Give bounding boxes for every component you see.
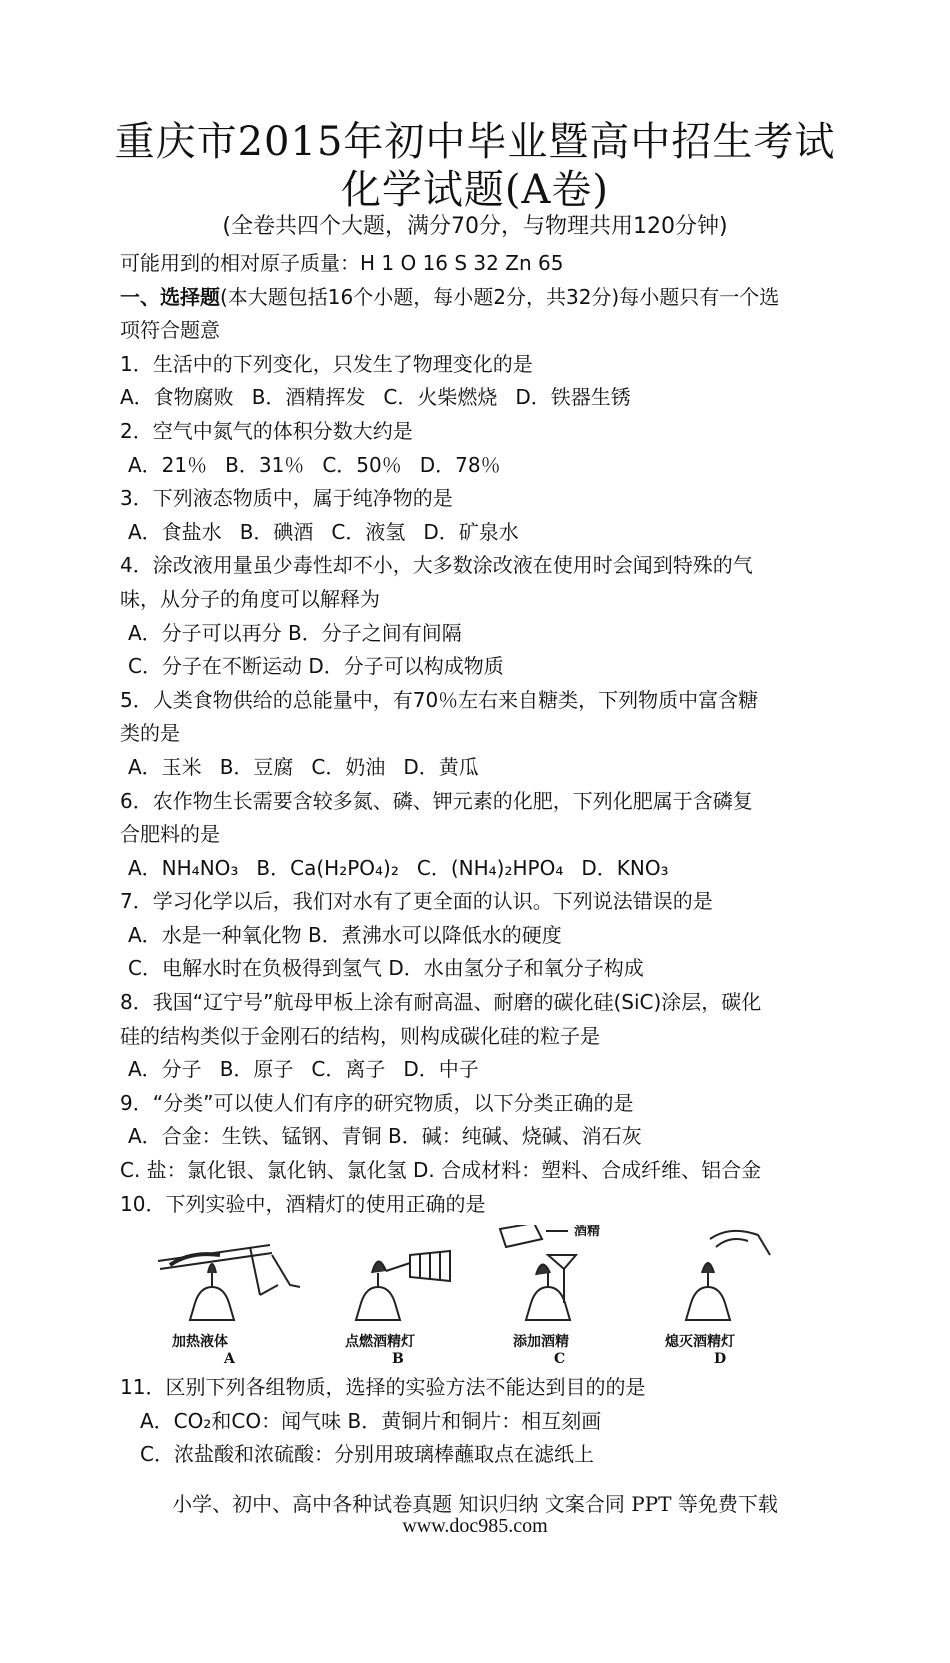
caption-c: 添加酒精 xyxy=(513,1334,569,1351)
option-a: A．NH₄NO₃ xyxy=(128,855,239,880)
question-11-options-row1: A．CO₂和CO：闻气味 B．黄铜片和铜片：相互刻画 xyxy=(140,1408,602,1433)
option-b: B．原子 xyxy=(219,1057,294,1082)
question-8-stem: 8．我国“辽宁号”航母甲板上涂有耐高温、耐磨的碳化硅(SiC)涂层，碳化 xyxy=(120,990,762,1015)
section-title: 一、选择题 xyxy=(120,284,220,309)
section-heading xyxy=(120,281,850,315)
question-5-options xyxy=(120,751,850,785)
question-11-options-row2: C．浓盐酸和浓硫酸：分别用玻璃棒蘸取点在滤纸上 xyxy=(140,1442,594,1467)
caption-d: 熄灭酒精灯 xyxy=(665,1334,735,1351)
option-d: D．矿泉水 xyxy=(423,519,519,544)
option-c: C．奶油 xyxy=(311,754,386,779)
exam-title: 重庆市2015年初中毕业暨高中招生考试 xyxy=(114,119,836,165)
alcohol-label: 酒精 xyxy=(574,1225,601,1240)
question-8-options xyxy=(120,1053,850,1087)
question-7-stem: 7．学习化学以后，我们对水有了更全面的认识。下列说法错误的是 xyxy=(120,889,713,914)
question-6-stem: 6．农作物生长需要含较多氮、磷、钾元素的化肥，下列化肥属于含磷复 xyxy=(120,788,753,813)
question-6-options xyxy=(120,852,850,886)
option-c: C．离子 xyxy=(311,1057,386,1082)
alcohol-lamp-illustrations xyxy=(150,1225,790,1341)
exam-subject-title: 化学试题(A卷) xyxy=(340,167,610,213)
footer-promo: 小学、初中、高中各种试卷真题 知识归纳 文案合同 PPT 等免费下载 xyxy=(172,1492,778,1516)
option-b: B．碘酒 xyxy=(239,519,314,544)
option-d: D．铁器生锈 xyxy=(515,385,631,410)
question-9-stem: 9．“分类”可以使人们有序的研究物质，以下分类正确的是 xyxy=(120,1090,634,1115)
alcohol-lamp-figure xyxy=(120,1221,850,1371)
question-2-stem: 2．空气中氮气的体积分数大约是 xyxy=(120,418,413,443)
letter-c: C xyxy=(554,1351,566,1368)
question-7-options-row1: A．水是一种氧化物 B．煮沸水可以降低水的硬度 xyxy=(128,922,562,947)
option-c: C．液氢 xyxy=(331,519,406,544)
option-c: C．(NH₄)₂HPO₄ xyxy=(416,855,564,880)
question-4-options-row2: C．分子在不断运动 D．分子可以构成物质 xyxy=(128,654,504,679)
option-d: D．KNO₃ xyxy=(581,855,669,880)
letter-b: B xyxy=(392,1351,404,1368)
question-3-options xyxy=(120,516,850,550)
question-10-stem: 10．下列实验中，酒精灯的使用正确的是 xyxy=(120,1191,486,1216)
option-b: B．豆腐 xyxy=(219,754,294,779)
option-a: A．分子 xyxy=(128,1057,202,1082)
caption-b: 点燃酒精灯 xyxy=(345,1334,415,1351)
lamp-c-adding-alcohol xyxy=(500,1225,576,1320)
option-a: A．21％ xyxy=(128,452,208,477)
question-4-options-row1: A．分子可以再分 B．分子之间有间隔 xyxy=(128,620,462,645)
option-c: C．火柴燃烧 xyxy=(383,385,498,410)
letter-d: D xyxy=(714,1351,727,1368)
atomic-masses: 可能用到的相对原子质量：H 1 O 16 S 32 Zn 65 xyxy=(120,251,564,275)
lamp-d-extinguishing xyxy=(686,1231,770,1320)
letter-a: A xyxy=(224,1351,235,1368)
option-b: B．Ca(H₂PO₄)₂ xyxy=(256,855,399,880)
option-c: C．50％ xyxy=(322,452,402,477)
option-d: D．78％ xyxy=(419,452,501,477)
section-intro: (本大题包括16个小题，每小题2分，共32分)每小题只有一个选 xyxy=(220,284,780,309)
question-5-stem-continued: 类的是 xyxy=(120,721,180,746)
question-2-options xyxy=(120,449,850,483)
footer-url[interactable]: www.doc985.com xyxy=(402,1515,548,1537)
question-5-stem: 5．人类食物供给的总能量中，有70％左右来自糖类，下列物质中富含糖 xyxy=(120,687,759,712)
question-4-stem: 4．涂改液用量虽少毒性却不小，大多数涂改液在使用时会闻到特殊的气 xyxy=(120,553,753,578)
question-1-options xyxy=(120,381,850,415)
exam-body xyxy=(120,247,850,1472)
question-4-stem-continued: 味，从分子的角度可以解释为 xyxy=(120,586,380,611)
option-d: D．中子 xyxy=(403,1057,479,1082)
option-b: B．31％ xyxy=(225,452,305,477)
option-a: A．玉米 xyxy=(128,754,202,779)
option-b: B．酒精挥发 xyxy=(251,385,366,410)
lamp-b-lighting-lamp xyxy=(356,1251,450,1320)
question-11-stem: 11．区别下列各组物质，选择的实验方法不能达到目的的是 xyxy=(120,1375,646,1400)
exam-subtitle: (全卷共四个大题，满分70分，与物理共用120分钟) xyxy=(222,214,728,239)
option-a: A．食物腐败 xyxy=(120,385,234,410)
option-d: D．黄瓜 xyxy=(403,754,479,779)
question-9-options-row2: C. 盐：氯化银、氯化钠、氯化氢 D. 合成材料：塑料、合成纤维、铝合金 xyxy=(120,1158,762,1183)
option-a: A．食盐水 xyxy=(128,519,222,544)
question-7-options-row2: C．电解水时在负极得到氢气 D．水由氢分子和氧分子构成 xyxy=(128,956,644,981)
lamp-a-heating-liquid xyxy=(158,1245,300,1320)
question-1-stem: 1．生活中的下列变化，只发生了物理变化的是 xyxy=(120,351,533,376)
caption-a: 加热液体 xyxy=(172,1334,228,1351)
question-9-options-row1: A．合金：生铁、锰钢、青铜 B．碱：纯碱、烧碱、消石灰 xyxy=(128,1124,642,1149)
question-3-stem: 3．下列液态物质中，属于纯净物的是 xyxy=(120,486,453,511)
question-6-stem-continued: 合肥料的是 xyxy=(120,822,220,847)
question-8-stem-continued: 硅的结构类似于金刚石的结构，则构成碳化硅的粒子是 xyxy=(120,1023,600,1048)
section-intro-continued: 项符合题意 xyxy=(120,318,220,343)
